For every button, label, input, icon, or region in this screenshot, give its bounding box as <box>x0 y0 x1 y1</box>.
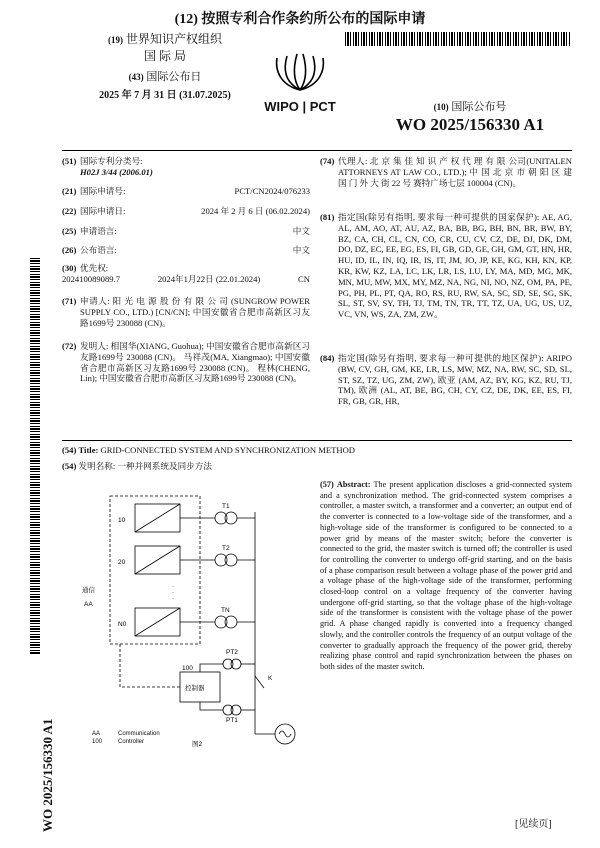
field-74-number: (74) <box>320 156 335 166</box>
field-81-number: (81) <box>320 212 335 222</box>
continuation-note: [见续页] <box>515 819 552 830</box>
ellipsis-dots: · <box>172 595 175 602</box>
field-21-number: (21) <box>62 186 77 196</box>
field-22-number: (22) <box>62 206 77 216</box>
field-21 <box>62 186 310 197</box>
title-en <box>62 445 572 456</box>
field-21-label: 国际申请号: <box>80 186 126 196</box>
pubno-label: 国际公布号 <box>451 101 507 113</box>
field-74 <box>320 156 572 188</box>
abstract-label: Abstract: <box>336 480 371 489</box>
priority-app-number: 202410089089.7 <box>62 273 121 284</box>
pubdate-value: 2025 年 7 月 31 日 (31.07.2025) <box>99 90 231 101</box>
wipo-org-block <box>80 30 250 101</box>
field-25-value: 中文 <box>292 226 310 236</box>
field-30 <box>62 263 310 285</box>
wipo-logo <box>255 50 345 120</box>
transformer-t1-label: T1 <box>222 503 230 510</box>
field-22 <box>62 206 310 217</box>
field-51-label: 国际专利分类号: <box>80 156 143 166</box>
field-81 <box>320 212 572 320</box>
controller-label: 控制器 <box>185 685 205 692</box>
pubno-value: WO 2025/156330 A1 <box>395 115 545 134</box>
title-cn-number: (54) <box>62 461 77 471</box>
org-field-number: (19) <box>107 35 123 45</box>
switch-k-label: K <box>268 675 273 682</box>
controller-number: 100 <box>182 665 193 672</box>
wipo-pct-text: WIPO | PCT <box>264 99 336 114</box>
title-divider <box>62 440 572 441</box>
wipo-emblem-icon <box>255 50 345 98</box>
field-71-text: 申请人: 阳 光 电 源 股 份 有 限 公 司 (SUNGROW POWER SUPPLY CO., LTD.) [CN/CN]; 中国安徽省合肥市高新区习友路1699号 230088 (CN)。 <box>80 296 310 328</box>
field-71 <box>62 296 310 328</box>
aa-label: AA <box>84 601 93 608</box>
title-cn-value: 一种并网系统及同步方法 <box>117 461 212 471</box>
document-title: (12) 按照专利合作条约所公布的国际申请 <box>174 12 426 27</box>
org-subname: 国 际 局 <box>143 49 186 63</box>
pubno-block <box>370 98 570 135</box>
transformer-t2-label: T2 <box>222 545 230 552</box>
ellipsis-dots: · <box>172 583 175 590</box>
priority-date: 2024年1月22日 (22.01.2024) <box>157 273 261 284</box>
title-en-number: (54) <box>62 445 77 455</box>
pt1-label: PT1 <box>226 717 238 724</box>
side-publication-number: WO 2025/156330 A1 <box>40 718 55 832</box>
field-26-value: 中文 <box>292 245 310 255</box>
field-30-number: (30) <box>62 263 77 273</box>
field-84 <box>320 353 572 407</box>
pubdate-label: 国际公布日 <box>146 71 202 83</box>
top-barcode <box>345 32 570 46</box>
field-26 <box>62 245 310 256</box>
ellipsis-dots: · <box>172 589 175 596</box>
field-30-label: 优先权: <box>80 263 109 273</box>
legend-aa-key: AA <box>92 731 101 737</box>
pt2-label: PT2 <box>226 649 238 656</box>
legend-100-key: 100 <box>92 739 103 745</box>
field-72 <box>62 341 310 384</box>
title-cn-label: 发明名称: <box>78 461 116 471</box>
field-51 <box>62 156 310 178</box>
figure-caption: 图2 <box>192 741 203 748</box>
transformer-tn-label: TN <box>221 607 230 614</box>
pt1-secondary <box>231 705 241 715</box>
pt1-primary <box>223 705 233 715</box>
figure-legend <box>92 730 160 746</box>
pubno-field-number: (10) <box>433 102 449 112</box>
pt2-primary <box>223 659 233 669</box>
field-25-number: (25) <box>62 226 77 236</box>
legend-aa-value: Communication <box>118 731 160 737</box>
field-51-number: (51) <box>62 156 77 166</box>
title-en-label: Title: <box>78 445 99 455</box>
circuit-figure <box>80 488 315 750</box>
field-72-number: (72) <box>62 341 77 351</box>
field-22-label: 国际申请日: <box>80 206 126 216</box>
field-51-value: H02J 3/44 (2006.01) <box>80 166 153 177</box>
title-cn <box>62 461 572 472</box>
field-74-text: 代理人: 北 京 集 佳 知 识 产 权 代 理 有 限 公司(UNITALEN ATTORNEYS AT LAW CO., LTD.); 中 国 北 京 市 朝 阳 区 建 国 门 外 大 街 22 号 赛特广场七层 100004 (CN)。 <box>338 156 572 188</box>
abstract-text: The present application discloses a grid-connected system and a synchronization method. The grid-connected system comprises a controller, a master switch, a transformer and a converter; an output end of the converter is connected to a low-voltage side of the transformer, and a high-voltage side of the transformer is configured to be connected to a power grid by means of the master switch; before the converter is connected to the grid, the master switch is turned off; the controller is used for controlling the converter to undergo off-grid starting, and on the basis of a phase comparison result between a voltage phase of the power grid and a voltage phase of the high-voltage side of the transformer, performing closed-loop control on a voltage frequency of the converter having undergone off-grid starting, so that the voltage phase of the high-voltage side of the transformer is consistent with the voltage phase of the power grid. A phase changed rapidly is converted into a frequency changed slowly, and the controller controls the frequency of an output voltage of the converter to gradually approach the frequency of the power grid, thereby realizing phase control and rapid synchronization between the phases on both sides of the master switch. <box>320 480 572 671</box>
converter-1-label: 10 <box>118 517 126 524</box>
field-21-value: PCT/CN2024/076233 <box>234 186 310 196</box>
priority-country: CN <box>298 273 310 284</box>
field-81-text: 指定国(除另有指明, 要求每一种可提供的国家保护): AE, AG, AL, AM, AO, AT, AU, AZ, BA, BB, BG, BH, BN, BR, BW, BY, BZ, CA, CH, CL, CN, CO, CR, CU, CV, CZ, DE, DJ, DK, DM, DO, DZ, EC, EE, EG, ES, FI, GB, GD, GE, GH, GM, GT, HN, HR, HU, ID, IL, IN, IQ, IR, IS, IT, JM, JO, JP, KE, KG, KH, KN, KP, KR, KW, KZ, LA, LC, LK, LR, LS, LU, LY, MA, MD, MG, MK, MN, MU, MW, MX, MY, MZ, NA, NG, NI, NO, NZ, OM, PA, PE, PG, PH, PL, PT, QA, RO, RS, RU, RW, SA, SC, SD, SE, SG, SK, SL, ST, SV, SY, TH, TJ, TM, TN, TR, TT, TZ, UA, UG, US, UZ, VC, VN, WS, ZA, ZM, ZW。 <box>338 212 573 320</box>
field-26-number: (26) <box>62 245 77 255</box>
converter-2-label: 20 <box>118 559 126 566</box>
field-72-text: 发明人: 相国华(XIANG, Guohua); 中国安徽省合肥市高新区习友路1699号 230088 (CN)。 马祥茂(MA, Xiangmao); 中国安徽省合肥市高新区习友路1699号 230088 (CN)。 程林(CHENG, Lin); 中国安徽省合肥市高新区习友路1699号 230088 (CN)。 <box>80 341 310 384</box>
abstract-number: (57) <box>320 480 334 489</box>
field-71-number: (71) <box>62 296 77 306</box>
field-84-text: 指定国(除另有指明, 要求每一种可提供的地区保护): ARIPO (BW, CV, GH, GM, KE, LR, LS, MW, MZ, NA, RW, SC, SD, SL, ST, SZ, TZ, UG, ZM, ZW), 欧亚 (AM, AZ, BY, KG, KZ, RU, TJ, TM), 欧洲 (AL, AT, BE, BG, CH, CY, CZ, DE, DK, EE, ES, FI, FR, GB, GR, HR, <box>338 353 572 407</box>
title-en-value: GRID-CONNECTED SYSTEM AND SYNCHRONIZATION METHOD <box>100 445 355 455</box>
converter-n-label: N0 <box>118 621 127 628</box>
field-26-label: 公布语言: <box>80 245 117 255</box>
legend-100-value: Controller <box>118 739 145 745</box>
field-25-label: 申请语言: <box>80 226 117 236</box>
field-84-number: (84) <box>320 353 335 363</box>
org-name: 世界知识产权组织 <box>125 32 222 46</box>
side-barcode <box>30 258 40 654</box>
pt2-secondary <box>231 659 241 669</box>
communication-label: 通信 <box>82 587 95 594</box>
field-22-value: 2024 年 2 月 6 日 (06.02.2024) <box>201 206 310 216</box>
header-divider <box>62 150 572 151</box>
field-25 <box>62 226 310 237</box>
pubdate-field-number: (43) <box>128 72 144 82</box>
abstract <box>320 480 572 673</box>
